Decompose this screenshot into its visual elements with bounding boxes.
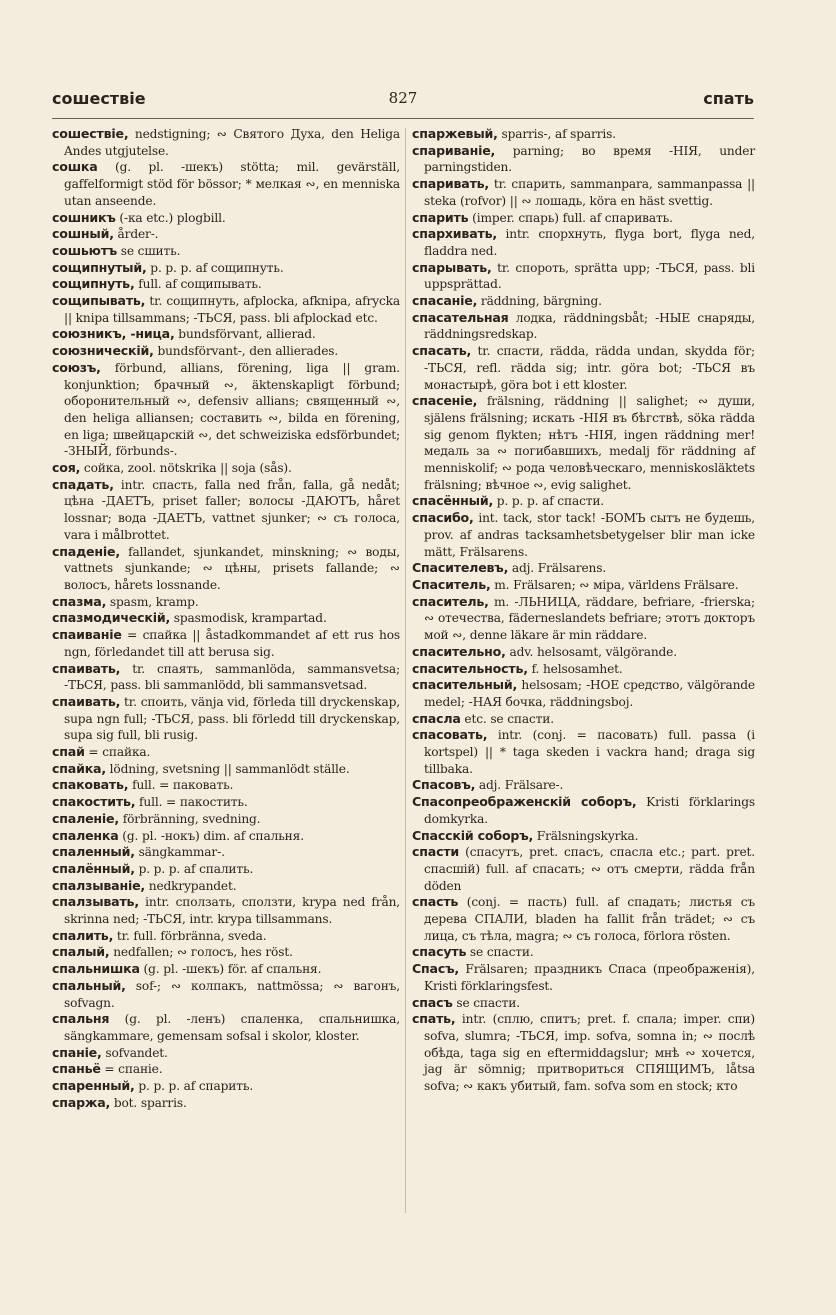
entry-definition: p. p. p. af спалить. <box>134 861 254 876</box>
entry-definition: bundsförvant, allierad. <box>174 327 316 342</box>
entry-definition: nedfallen; ∾ голосъ, hes röst. <box>109 945 293 960</box>
entry-headword: спальня <box>52 1011 110 1027</box>
dictionary-entry <box>412 293 755 310</box>
entry-headword: спасительный, <box>412 677 518 693</box>
entry-definition: nedstigning; ∾ Святого Духа, den Heliga Andes utgjutelse. <box>64 127 400 158</box>
dictionary-entry <box>52 243 400 260</box>
dictionary-entry <box>52 126 400 159</box>
entry-headword: спать, <box>412 1011 456 1027</box>
entry-headword: спаивать, <box>52 660 121 676</box>
entry-definition: bot. sparris. <box>110 1095 187 1110</box>
dictionary-entry <box>412 661 755 678</box>
dictionary-entry <box>412 176 755 209</box>
entry-definition: int. tack, stor tack! -БОМЪ сытъ не будешь, prov. af andras tacksamhetsbetygelser blir man icke mätt, Frälsarens. <box>424 511 755 559</box>
entry-headword: спалзываніе, <box>52 877 146 893</box>
column-divider <box>405 128 406 1213</box>
entry-definition: adv. helsosamt, välgörande. <box>505 644 677 659</box>
dictionary-entry <box>52 460 400 477</box>
entry-headword: сошьютъ <box>52 242 118 258</box>
dictionary-entry <box>412 727 755 777</box>
entry-headword: спазма, <box>52 593 107 609</box>
entry-definition: sängkammar-. <box>134 845 225 860</box>
entry-definition: = спайка. <box>84 745 151 760</box>
entry-definition: tr. сощипнуть, afplocka, afknipa, afrycka || knipa tillsammans; -ТЬСЯ, pass. bli afplockad etc. <box>64 294 400 325</box>
entry-definition: (-ка etc.) plogbill. <box>115 210 226 225</box>
entry-headword: спархивать, <box>412 226 497 242</box>
dictionary-entry <box>52 477 400 544</box>
entry-definition: förbränning, svedning. <box>118 811 261 826</box>
entry-headword: спасибо, <box>412 510 474 526</box>
entry-headword: спарить <box>412 209 469 225</box>
dictionary-entry <box>52 978 400 1011</box>
entry-definition: intr. (сплю, спитъ; pret. f. спала; imper. спи) sofva, slumra; -ТЬСЯ, imp. sofva, somna in; ∾ послѣ обѣда, taga sig en eftermiddagslur; мнѣ ∾ хочется, jag är sömnig; притвориться СПЯЩИМЪ, låtsa sofva; ∾ какъ убитый, fam. sofva som en stock; кто <box>424 1012 755 1094</box>
dictionary-entry <box>412 711 755 728</box>
entry-headword: спаленный, <box>52 844 135 860</box>
dictionary-entry <box>52 961 400 978</box>
entry-headword: сошка <box>52 159 98 175</box>
dictionary-entry <box>52 1078 400 1095</box>
entry-headword: спаковать, <box>52 777 129 793</box>
entry-headword: Спасъ, <box>412 961 459 977</box>
entry-headword: спалённый, <box>52 860 135 876</box>
entry-definition: tr. full. förbränna, sveda. <box>113 928 267 943</box>
entry-headword: спасительно, <box>412 643 506 659</box>
page-header <box>52 89 754 111</box>
entry-definition: (g. pl. -шекъ) för. af спальня. <box>139 962 322 977</box>
dictionary-entry <box>52 894 400 927</box>
entry-headword: спасеніе, <box>412 393 478 409</box>
entry-definition: årder-. <box>113 227 159 242</box>
left-column <box>52 126 400 1111</box>
entry-headword: спаржа, <box>52 1094 111 1110</box>
dictionary-entry <box>52 260 400 277</box>
entry-definition: p. p. p. af спарить. <box>134 1079 254 1094</box>
entry-headword: спаренный, <box>52 1078 135 1094</box>
entry-headword: спальнишка <box>52 961 140 977</box>
dictionary-entry <box>412 126 755 143</box>
entry-definition: räddning, bärgning. <box>477 294 602 309</box>
dictionary-entry <box>52 761 400 778</box>
entry-headword: спай <box>52 744 85 760</box>
dictionary-entry <box>52 1045 400 1062</box>
dictionary-entry <box>52 878 400 895</box>
dictionary-entry <box>52 210 400 227</box>
dictionary-entry <box>52 1011 400 1044</box>
entry-definition: (g. pl. -ленъ) спаленка, спальнишка, sängkammare, gemensam sofsal i skolor, kloster. <box>64 1012 400 1043</box>
entry-definition: = спайка || åstadkommandet af ett rus hos ngn, förledandet till att berusa sig. <box>64 628 400 659</box>
entry-definition: = спаніе. <box>100 1062 163 1077</box>
entry-definition: sofvandet. <box>101 1045 168 1060</box>
entry-definition: lödning, svetsning || sammanlödt ställe. <box>105 761 350 776</box>
dictionary-entry <box>52 944 400 961</box>
entry-headword: сошный, <box>52 226 114 242</box>
entry-definition: full. = пакостить. <box>135 795 248 810</box>
right-column <box>412 126 755 1095</box>
header-rule <box>52 118 754 119</box>
entry-headword: спасъ <box>412 994 453 1010</box>
entry-definition: (спасутъ, pret. спасъ, спасла etc.; part. pret. спасшій) full. af спасать; ∾ отъ смерти, rädda från döden <box>424 845 755 893</box>
entry-definition: se спасти. <box>466 945 534 960</box>
dictionary-entry <box>412 210 755 227</box>
dictionary-entry <box>52 794 400 811</box>
entry-definition: full. af сощипывать. <box>134 277 262 292</box>
entry-definition: (g. pl. -нокъ) dim. af спальня. <box>118 828 304 843</box>
dictionary-entry <box>52 276 400 293</box>
entry-headword: Спасителевъ, <box>412 560 509 576</box>
entry-definition: bundsförvant-, den allierades. <box>153 344 339 359</box>
left-running-head: сошествіе <box>52 89 146 108</box>
entry-definition: p. p. p. af спасти. <box>493 494 605 509</box>
entry-headword: сощипнуть, <box>52 276 135 292</box>
dictionary-entry <box>412 644 755 661</box>
entry-definition: Kristi förklarings domkyrka. <box>424 795 755 826</box>
entry-headword: спаржевый, <box>412 126 498 141</box>
dictionary-entry <box>52 159 400 209</box>
entry-definition: adj. Frälsare-. <box>475 778 564 793</box>
dictionary-entry <box>412 577 755 594</box>
dictionary-entry <box>412 944 755 961</box>
entry-headword: спакостить, <box>52 794 136 810</box>
dictionary-entry <box>412 343 755 393</box>
entry-headword: спаленіе, <box>52 810 119 826</box>
dictionary-entry <box>52 326 400 343</box>
dictionary-entry <box>412 493 755 510</box>
entry-headword: спаленка <box>52 827 119 843</box>
entry-definition: tr. спасти, rädda, rädda undan, skydda för; -ТЬСЯ, refl. rädda sig; intr. göra bot; -ТЬСЯ въ монастырѣ, göra bot i ett kloster. <box>424 344 755 392</box>
dictionary-entry <box>52 627 400 660</box>
entry-headword: союзъ, <box>52 359 101 375</box>
entry-definition: tr. спаять, sammanlöda, sammansvetsa; -ТЬСЯ, pass. bli sammanlödd, bli sammansvetsad. <box>64 661 400 693</box>
dictionary-entry <box>52 343 400 360</box>
entry-definition: nedkrypandet. <box>145 878 237 893</box>
entry-definition: intr. (conj. = пасовать) full. passa (i kortspel) || * taga skeden i vackra hand; draga sig tillbaka. <box>424 728 755 776</box>
entry-headword: сощипывать, <box>52 293 146 309</box>
entry-definition: spasm, kramp. <box>106 594 199 609</box>
entry-headword: спасуть <box>412 944 467 960</box>
entry-headword: спаивать, <box>52 693 121 709</box>
entry-headword: спарывать, <box>412 259 492 275</box>
entry-definition: сойка, zool. nötskrika || soja (sås). <box>80 461 292 476</box>
dictionary-entry <box>412 677 755 710</box>
dictionary-entry <box>412 310 755 343</box>
entry-definition: intr. сползать, сползти, krypa ned från, skrinna ned; -ТЬСЯ, intr. krypa tillsammans. <box>64 895 400 927</box>
entry-headword: спаніе, <box>52 1044 102 1060</box>
entry-headword: сошникъ <box>52 209 116 225</box>
dictionary-entry <box>412 143 755 176</box>
dictionary-entry <box>52 594 400 611</box>
entry-headword: спасла <box>412 710 461 726</box>
entry-headword: спасти <box>412 844 460 860</box>
entry-headword: Спасовъ, <box>412 777 476 793</box>
entry-headword: спайка, <box>52 760 106 776</box>
entry-definition: helsosam; -НОЕ средство, välgörande medel; -НАЯ бочка, räddningsboj. <box>424 678 755 709</box>
entry-headword: спальный, <box>52 977 126 993</box>
entry-definition: (imper. спарь) full. af спаривать. <box>468 210 673 225</box>
dictionary-entry <box>412 995 755 1012</box>
entry-definition: frälsning, räddning || salighet; ∾ души, själens frälsning; искать -НІЯ въ бѣгствѣ, söka rädda sig genom flykten; нѣтъ -НІЯ, ingen räddning mer! медаль за ∾ погибавшихъ, medalj för räddning af menniskolif; ∾ рода человѣческаго, menniskosläktets frälsning; вѣчное ∾, evig salighet. <box>424 394 755 492</box>
dictionary-entry <box>412 510 755 560</box>
entry-definition: tr. спороть, sprätta upp; -ТЬСЯ, pass. bli uppsprättad. <box>424 260 755 292</box>
dictionary-entry <box>52 844 400 861</box>
entry-headword: спасённый, <box>412 493 494 509</box>
entry-headword: спадать, <box>52 476 114 492</box>
entry-headword: спасть <box>412 894 459 910</box>
entry-definition: m. -ЛЬНИЦА, räddare, befriare, -frierska; ∾ отечества, fäderneslandets befriare; этотъ докторъ мой ∾, denne läkare är min räddare. <box>424 594 755 643</box>
dictionary-entry <box>52 828 400 845</box>
entry-headword: спасаніе, <box>412 293 478 309</box>
dictionary-entry <box>52 1061 400 1078</box>
dictionary-entry <box>412 844 755 894</box>
dictionary-entry <box>52 360 400 460</box>
dictionary-entry <box>412 226 755 259</box>
entry-definition: m. Frälsaren; ∾ міра, världens Frälsare. <box>490 577 739 592</box>
entry-definition: tr. споить, vänja vid, förleda till dryckenskap, supa ngn full; -ТЬСЯ, pass. bli förledd till dryckenskap, supa sig full, bli rusig. <box>64 694 400 743</box>
dictionary-entry <box>52 1095 400 1112</box>
entry-definition: fallandet, sjunkandet, minskning; ∾ воды, vattnets sjunkande; ∾ цѣны, prisets fallande; ∾ волосъ, hårets lossnande. <box>64 544 400 592</box>
entry-definition: лодка, räddningsbåt; -НЫЕ снаряды, räddningsredskap. <box>424 310 755 342</box>
entry-headword: спасовать, <box>412 727 488 743</box>
entry-headword: спасительность, <box>412 660 528 676</box>
entry-definition: se спасти. <box>452 995 520 1010</box>
dictionary-entry <box>52 777 400 794</box>
dictionary-entry <box>412 594 755 644</box>
entry-headword: спалить, <box>52 927 114 943</box>
dictionary-entry <box>412 894 755 944</box>
entry-definition: (conj. = пасть) full. af спадать; листья съ дерева СПАЛИ, bladen ha fallit från trädet; ∾ съ лица, съ тѣла, magra; ∾ съ голоса, förlora rösten. <box>424 895 755 943</box>
entry-headword: спалзывать, <box>52 894 139 910</box>
dictionary-entry <box>52 694 400 744</box>
dictionary-entry <box>52 661 400 694</box>
dictionary-entry <box>52 610 400 627</box>
entry-headword: союзническій, <box>52 343 154 359</box>
entry-headword: Спасскій соборъ, <box>412 827 534 843</box>
entry-definition: Frälsningskyrka. <box>533 828 639 843</box>
entry-definition: intr. спасть, falla ned från, falla, gå nedåt; цѣна -ДАЕТЪ, priset faller; волосы -ДАЮТЪ, håret lossnar; вода -ДАЕТЪ, vattnet sjunker; ∾ съ голоса, vara i målbrottet. <box>64 477 400 542</box>
dictionary-entry <box>52 226 400 243</box>
dictionary-entry <box>412 1011 755 1095</box>
entry-headword: сошествіе, <box>52 126 129 141</box>
entry-headword: спариваніе, <box>412 142 496 158</box>
entry-headword: спаденіе, <box>52 543 120 559</box>
entry-headword: соя, <box>52 460 81 476</box>
entry-definition: f. helsosamhet. <box>527 661 623 676</box>
dictionary-entry <box>412 794 755 827</box>
dictionary-entry <box>52 928 400 945</box>
entry-headword: спасать, <box>412 343 472 359</box>
dictionary-entry <box>52 744 400 761</box>
dictionary-entry <box>412 560 755 577</box>
entry-headword: спаньё <box>52 1061 101 1077</box>
dictionary-entry <box>52 544 400 594</box>
dictionary-entry <box>52 861 400 878</box>
entry-definition: tr. спарить, sammanpara, sammanpassa || steka (rofvor) || ∾ лошадь, köra en häst svettig. <box>424 177 755 208</box>
entry-headword: спаиваніе <box>52 627 122 643</box>
entry-headword: Спасопреображенскій соборъ, <box>412 794 637 810</box>
entry-headword: Спаситель, <box>412 576 491 592</box>
entry-definition: adj. Frälsarens. <box>508 561 607 576</box>
dictionary-entry <box>52 293 400 326</box>
entry-headword: спасательная <box>412 309 509 325</box>
page-number: 827 <box>388 89 418 107</box>
entry-definition: Frälsaren; праздникъ Спаса (преображенія), Kristi förklaringsfest. <box>424 962 755 993</box>
entry-headword: спазмодическій, <box>52 610 171 626</box>
entry-definition: sparris-, af sparris. <box>497 127 616 141</box>
right-running-head: спать <box>703 89 754 108</box>
entry-definition: se сшить. <box>117 243 181 258</box>
entry-definition: spasmodisk, krampartad. <box>170 611 327 626</box>
entry-headword: спаривать, <box>412 176 490 192</box>
dictionary-entry <box>412 393 755 493</box>
entry-headword: спалый, <box>52 944 110 960</box>
entry-definition: förbund, allians, förening, liga || gram. konjunktion; брачный ∾, äktenskapligt förbund; оборонительный ∾, defensiv allians; священный ∾, den heliga alliansen; составить ∾, bilda en förening, en liga; швейцарскій ∾, det schweiziska edsförbundet; -ЗНЫЙ, förbunds-. <box>64 360 400 459</box>
entry-headword: союзникъ, -ница, <box>52 326 175 342</box>
dictionary-entry <box>412 828 755 845</box>
entry-definition: parning; во время -НІЯ, under parningstiden. <box>424 143 755 175</box>
dictionary-entry <box>412 961 755 994</box>
entry-definition: full. = паковать. <box>128 778 234 793</box>
entry-headword: спаситель, <box>412 593 489 609</box>
entry-definition: etc. se спасти. <box>460 711 554 726</box>
entry-definition: sof-; ∾ колпакъ, nattmössa; ∾ вагонъ, sofvagn. <box>64 978 400 1010</box>
entry-definition: intr. спорхнуть, flyga bort, flyga ned, fladdra ned. <box>424 227 755 258</box>
entry-definition: p. p. p. af сощипнуть. <box>146 260 284 275</box>
entry-definition: (g. pl. -шекъ) stötta; mil. gevärställ, gaffelformigt stöd för bössor; * мелкая ∾, en menniska utan anseende. <box>64 160 400 208</box>
dictionary-entry <box>412 777 755 794</box>
entry-headword: сощипнутый, <box>52 259 147 275</box>
dictionary-entry <box>52 811 400 828</box>
dictionary-entry <box>412 260 755 293</box>
